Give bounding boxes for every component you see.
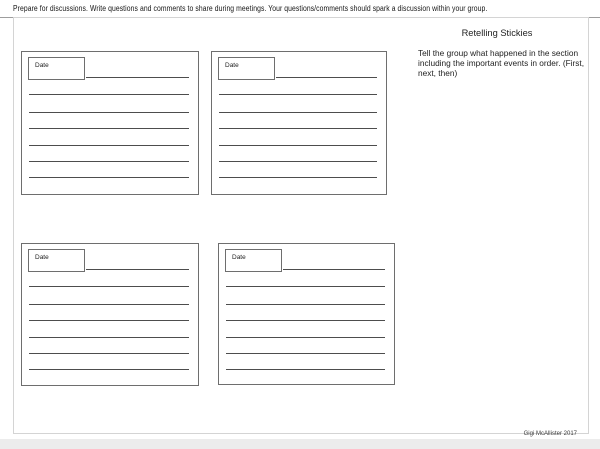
date-box — [28, 57, 85, 80]
writing-line — [29, 112, 189, 113]
sticky-note — [211, 51, 387, 195]
sticky-note — [21, 51, 199, 195]
writing-line — [29, 286, 189, 287]
writing-line — [219, 128, 377, 129]
date-write-line — [283, 269, 385, 270]
date-write-line — [86, 269, 189, 270]
date-box — [28, 249, 85, 272]
writing-line — [226, 353, 385, 354]
date-label: Date — [35, 62, 49, 69]
writing-line — [29, 128, 189, 129]
panel-title: Retelling Stickies — [461, 28, 533, 38]
page-edge-shadow — [0, 439, 600, 449]
writing-line — [219, 112, 377, 113]
date-label: Date — [232, 254, 246, 261]
writing-line — [29, 369, 189, 370]
writing-line — [29, 94, 189, 95]
writing-line — [29, 320, 189, 321]
date-box — [218, 57, 275, 80]
writing-line — [29, 353, 189, 354]
sticky-note — [218, 243, 395, 385]
header-divider — [0, 17, 600, 18]
writing-line — [29, 161, 189, 162]
writing-line — [219, 177, 377, 178]
writing-line — [226, 337, 385, 338]
writing-line — [29, 304, 189, 305]
writing-line — [219, 145, 377, 146]
sticky-note — [21, 243, 199, 386]
writing-line — [219, 94, 377, 95]
writing-line — [29, 177, 189, 178]
writing-line — [226, 320, 385, 321]
writing-line — [29, 337, 189, 338]
writing-line — [29, 145, 189, 146]
instructions-text: Prepare for discussions. Write questions and comments to share during meetings. Your questions/comments should spark a discussion within your group. — [13, 4, 488, 13]
writing-line — [226, 369, 385, 370]
writing-line — [226, 286, 385, 287]
date-write-line — [276, 77, 377, 78]
panel-description: Tell the group what happened in the section including the important events in order. (First, next, then) — [418, 48, 585, 78]
date-label: Date — [225, 62, 239, 69]
date-label: Date — [35, 254, 49, 261]
credit-text: Gigi McAllister 2017 — [523, 431, 577, 437]
writing-line — [226, 304, 385, 305]
date-box — [225, 249, 282, 272]
date-write-line — [86, 77, 189, 78]
writing-line — [219, 161, 377, 162]
